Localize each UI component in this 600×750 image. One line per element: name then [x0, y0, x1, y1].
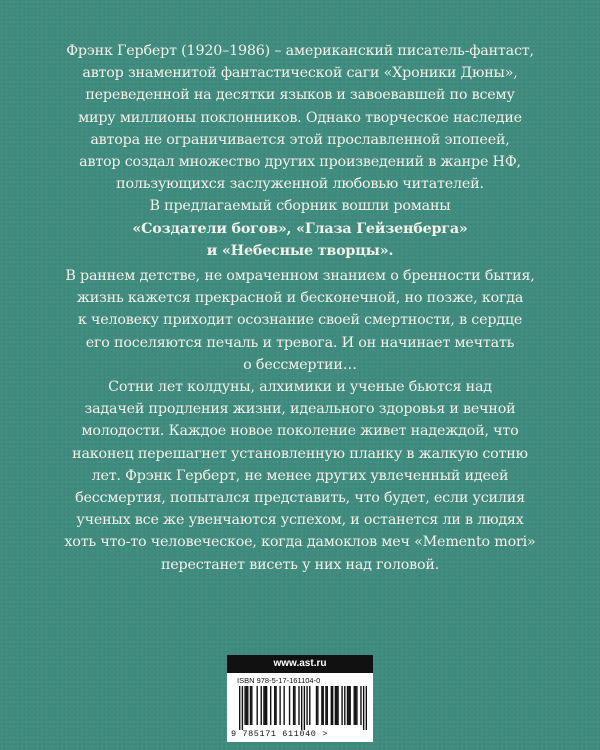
- barcode-bar: [354, 686, 355, 725]
- publisher-website: www.ast.ru: [227, 655, 373, 673]
- barcode-bar: [366, 686, 367, 730]
- annotation-line: лет. Фрэнк Герберт, не менее других увлеченный идеей: [91, 467, 509, 484]
- intro-line: автор знаменитой фантастической саги «Хроники Дюны»,: [82, 65, 518, 82]
- annotation-line: В раннем детстве, не омраченном знанием о бренности бытия,: [65, 268, 535, 284]
- barcode-bar: [298, 686, 299, 725]
- barcode-bars: [239, 686, 367, 730]
- barcode-bar: [246, 686, 247, 725]
- annotation-line: наконец перешагнет установленную планку в жалкую сотню: [72, 445, 528, 462]
- barcode-bar: [363, 686, 364, 730]
- barcode-bar: [332, 686, 333, 725]
- barcode-bar: [251, 686, 252, 725]
- barcode-bar: [335, 686, 336, 725]
- barcode-bar: [247, 686, 248, 725]
- intro-line: В предлагаемый сборник вошли романы: [149, 198, 451, 215]
- barcode-bar: [301, 686, 302, 730]
- barcode-bar: [283, 686, 284, 725]
- intro-line: автор создал множество других произведений в жанре НФ,: [79, 154, 521, 171]
- barcode-bar: [242, 686, 243, 730]
- annotation-line: ученых все же увенчаются успехом, и останется ли в людях: [76, 512, 524, 529]
- barcode-bar: [337, 686, 338, 725]
- barcode-bar: [270, 686, 271, 725]
- barcode-bar: [317, 686, 318, 725]
- barcode-bar: [266, 686, 267, 725]
- annotation-line: хоть что-то человеческое, когда дамоклов меч «Memento mori»: [64, 534, 536, 551]
- annotation-line: к человеку приходит осознание своей смертности, в сердце: [77, 312, 523, 329]
- novel-titles-line: «Создатели богов», «Глаза Гейзенберга»: [132, 220, 468, 237]
- barcode-bar: [349, 686, 350, 725]
- barcode-bar: [344, 686, 345, 725]
- barcode-digits: 9 785171 611040 >: [231, 729, 328, 739]
- barcode-bar: [294, 686, 295, 725]
- barcode-bar: [348, 686, 349, 725]
- intro-line: переведенной на десятки языков и завоевавшей по всему: [85, 87, 515, 104]
- intro-line: миру миллионы поклонников. Однако творческое наследие: [78, 109, 522, 126]
- barcode-bar: [327, 686, 328, 725]
- annotation-line: его поселяются печаль и тревога. И он начинает мечтать: [85, 334, 515, 351]
- annotation-line: молодости. Каждое новое поколение живет надеждой, что: [81, 423, 519, 440]
- barcode-bar: [331, 686, 332, 725]
- barcode-bar: [355, 686, 356, 725]
- annotation-line: задачей продления жизни, идеального здоровья и вечной: [84, 401, 516, 418]
- barcode-bar: [304, 686, 305, 730]
- intro-line: Фрэнк Герберт (1920–1986) – американский писатель-фантаст,: [66, 43, 534, 59]
- barcode-bar: [289, 686, 290, 725]
- barcode-bar: [265, 686, 266, 725]
- barcode-bar: [263, 686, 264, 725]
- novel-titles-line: и «Небесные творцы».: [206, 242, 394, 259]
- barcode-bar: [321, 686, 322, 725]
- barcode-bar: [316, 686, 317, 725]
- author-intro: [58, 40, 542, 262]
- intro-line: пользующихся заслуженной любовью читателей.: [116, 176, 484, 193]
- annotation-line: перестанет висеть у них над головой.: [160, 556, 440, 573]
- barcode-bar: [309, 686, 310, 725]
- barcode-bar: [261, 686, 262, 725]
- intro-line: автора не ограничивается этой прославленной эпопеей,: [90, 131, 510, 148]
- barcode-bar: [250, 686, 251, 725]
- book-annotation: [56, 265, 544, 576]
- barcode-label: [227, 655, 373, 742]
- barcode-bar: [279, 686, 280, 725]
- barcode-bar: [356, 686, 357, 725]
- barcode-bar: [347, 686, 348, 725]
- barcode-bar: [323, 686, 324, 725]
- barcode-bar: [239, 686, 240, 730]
- annotation-line: жизнь кажется прекрасной и бесконечной, но позже, когда: [76, 290, 524, 307]
- barcode-bar: [341, 686, 342, 725]
- barcode-bar: [257, 686, 258, 725]
- annotation-line: Сотни лет колдуны, алхимики и ученые бьются над: [108, 379, 492, 396]
- barcode-bar: [274, 686, 275, 725]
- barcode-bar: [336, 686, 337, 725]
- barcode-bar: [360, 686, 361, 725]
- barcode-bar: [244, 686, 245, 725]
- annotation-line: о бессмертии…: [243, 356, 357, 373]
- barcode-bar: [275, 686, 276, 725]
- annotation-line: бессмертия, попытался представить, что будет, если усилия: [75, 490, 525, 507]
- barcode-bar: [293, 686, 294, 725]
- isbn-number: ISBN 978-5-17-161104-0: [237, 676, 321, 685]
- barcode-bar: [325, 686, 326, 725]
- barcode-bar: [306, 686, 307, 725]
